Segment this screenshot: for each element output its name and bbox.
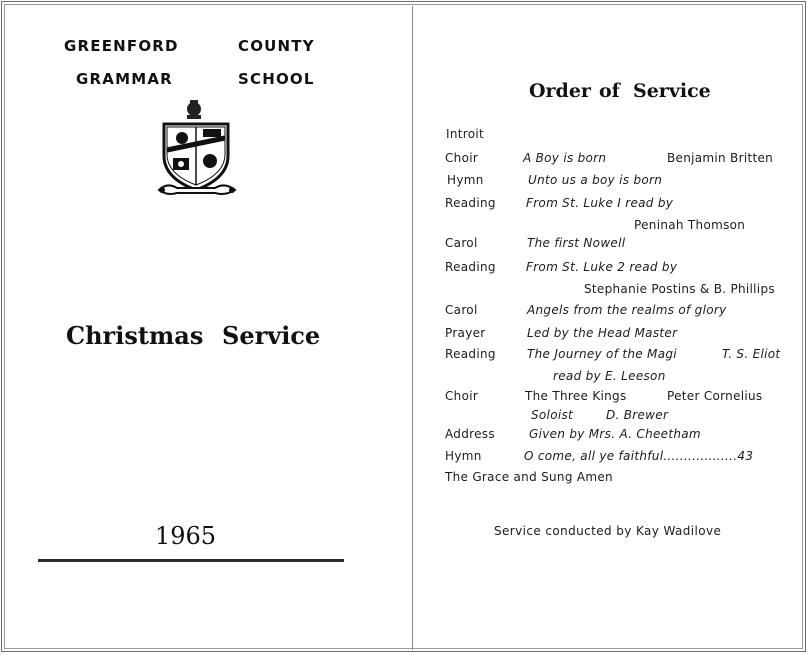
order-heading-order: Order bbox=[529, 80, 591, 102]
order-item-text: Given by Mrs. A. Cheetham bbox=[529, 427, 701, 441]
order-heading-of: of bbox=[599, 80, 620, 102]
order-item-reader: Peninah Thomson bbox=[634, 218, 746, 232]
order-item-extra: Benjamin Britten bbox=[667, 151, 774, 165]
order-item-text: O come, all ye faithful..................43 bbox=[524, 449, 754, 463]
order-item-text: A Boy is born bbox=[523, 151, 607, 165]
order-item-text: From St. Luke I read by bbox=[526, 196, 674, 210]
order-footer: Service conducted by Kay Wadilove bbox=[494, 524, 722, 538]
order-item-label: Reading bbox=[445, 196, 496, 210]
cover-rule bbox=[38, 559, 344, 562]
order-item-label: Reading bbox=[445, 260, 496, 274]
school-name-school: SCHOOL bbox=[238, 70, 315, 88]
order-item-label: Carol bbox=[445, 303, 478, 317]
order-item-reader: read by E. Leeson bbox=[553, 369, 666, 383]
order-closing: The Grace and Sung Amen bbox=[445, 470, 613, 484]
school-crest-icon bbox=[157, 98, 237, 200]
order-item-label: Address bbox=[445, 427, 495, 441]
page-divider bbox=[412, 6, 413, 650]
cover-year: 1965 bbox=[155, 522, 217, 550]
order-item-label: Reading bbox=[445, 347, 496, 361]
order-item-text: The first Nowell bbox=[527, 236, 626, 250]
order-heading-service: Service bbox=[633, 80, 711, 102]
order-item-soloist: Soloist D. Brewer bbox=[531, 408, 669, 422]
order-item-label: Hymn bbox=[445, 449, 482, 463]
school-name-greenford: GREENFORD bbox=[64, 37, 179, 55]
order-item-text: Unto us a boy is born bbox=[528, 173, 663, 187]
cover-title-service: Service bbox=[222, 321, 321, 350]
order-item-text: Led by the Head Master bbox=[527, 326, 678, 340]
order-item-extra: T. S. Eliot bbox=[722, 347, 781, 361]
order-item-label: Carol bbox=[445, 236, 478, 250]
school-name-grammar: GRAMMAR bbox=[76, 70, 173, 88]
order-item-label: Introit bbox=[446, 127, 485, 141]
order-item-text: Angels from the realms of glory bbox=[527, 303, 727, 317]
school-name-county: COUNTY bbox=[238, 37, 315, 55]
cover-title-christmas: Christmas bbox=[66, 321, 204, 350]
order-item-label: Choir bbox=[445, 151, 479, 165]
order-item-extra: Peter Cornelius bbox=[667, 389, 763, 403]
order-item-label: Prayer bbox=[445, 326, 486, 340]
order-item-text: From St. Luke 2 read by bbox=[526, 260, 678, 274]
order-item-label: Hymn bbox=[447, 173, 484, 187]
order-item-label: Choir bbox=[445, 389, 479, 403]
order-item-reader: Stephanie Postins & B. Phillips bbox=[584, 282, 775, 296]
order-item-text: The Three Kings bbox=[525, 389, 627, 403]
order-item-text: The Journey of the Magi bbox=[527, 347, 677, 361]
